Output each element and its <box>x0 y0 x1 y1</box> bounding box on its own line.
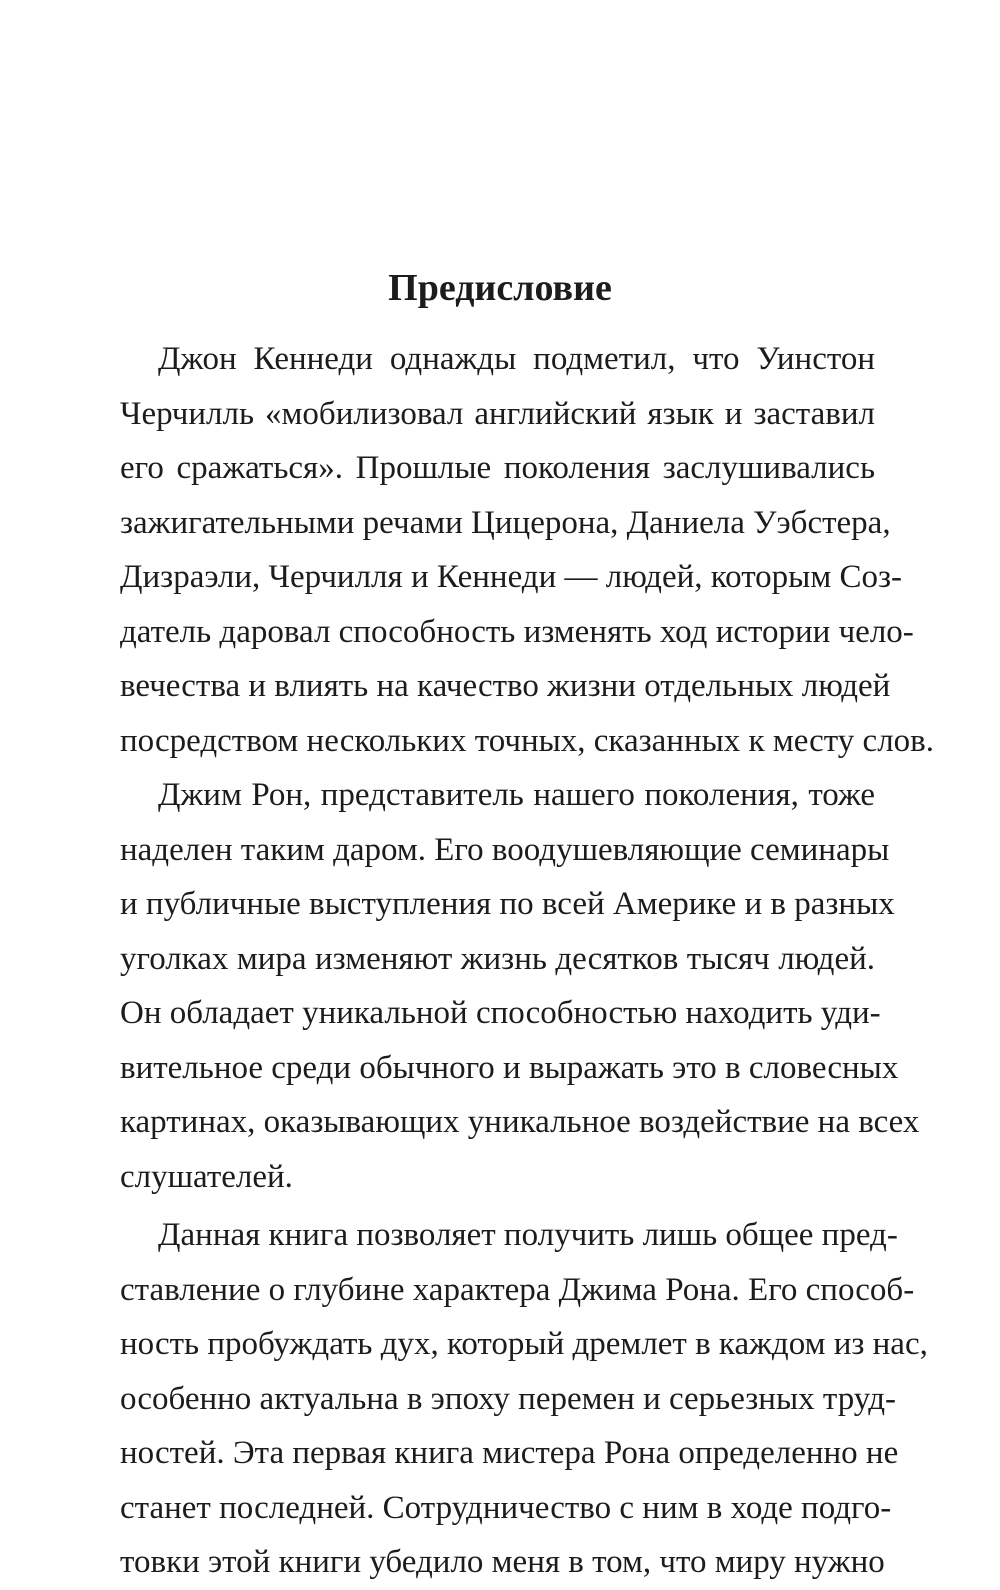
text-line: Он обладает уникальной способностью находить уди- <box>120 995 881 1031</box>
text-line: зажигательными речами Цицерона, Даниела Уэбстера, <box>120 504 891 541</box>
text-line: картинах, оказывающих уникальное воздействие на всех <box>120 1104 920 1140</box>
text-line: Джон Кеннеди однажды подметил, что Уинстон <box>158 341 875 377</box>
text-line: станет последней. Сотрудничество с ним в ходе подго- <box>120 1489 892 1526</box>
text-line: ставление о глубине характера Джима Рона. Его способ- <box>120 1271 915 1308</box>
text-line: вечества и влиять на качество жизни отдельных людей <box>120 668 891 704</box>
text-line: Дизраэли, Черчилля и Кеннеди — людей, которым Соз- <box>120 559 903 595</box>
text-line: вительное среди обычного и выражать это в словесных <box>120 1049 899 1086</box>
paragraph-3 <box>120 1208 928 1590</box>
text-line: и публичные выступления по всей Америке и в разных <box>120 886 895 922</box>
text-line: уголках мира изменяют жизнь десятков тысяч людей. <box>120 940 875 977</box>
text-line: товки этой книги убедило меня в том, что миру нужно <box>120 1544 885 1580</box>
page-title: Предисловие <box>388 267 612 309</box>
text-line: слушателей. <box>120 1158 293 1195</box>
text-line: Данная книга позволяет получить лишь общее пред- <box>158 1217 898 1253</box>
body-text <box>120 332 934 1590</box>
text-line: его сражаться». Прошлые поколения заслушивались <box>120 450 875 486</box>
text-line: особенно актуальна в эпоху перемен и серьезных труд- <box>120 1380 896 1417</box>
text-line: ность пробуждать дух, который дремлет в каждом из нас, <box>120 1326 928 1362</box>
text-line: наделен таким даром. Его воодушевляющие семинары <box>120 831 890 868</box>
text-line: Джим Рон, представитель нашего поколения, тоже <box>158 777 875 813</box>
text-line: Черчилль «мобилизовал английский язык и заставил <box>120 395 875 432</box>
text-line: ностей. Эта первая книга мистера Рона определенно не <box>120 1435 899 1471</box>
text-line: посредством нескольких точных, сказанных к месту слов. <box>120 722 934 759</box>
paragraph-2 <box>120 768 920 1204</box>
text-line: датель даровал способность изменять ход истории чело- <box>120 613 914 650</box>
paragraph-1 <box>120 332 934 768</box>
